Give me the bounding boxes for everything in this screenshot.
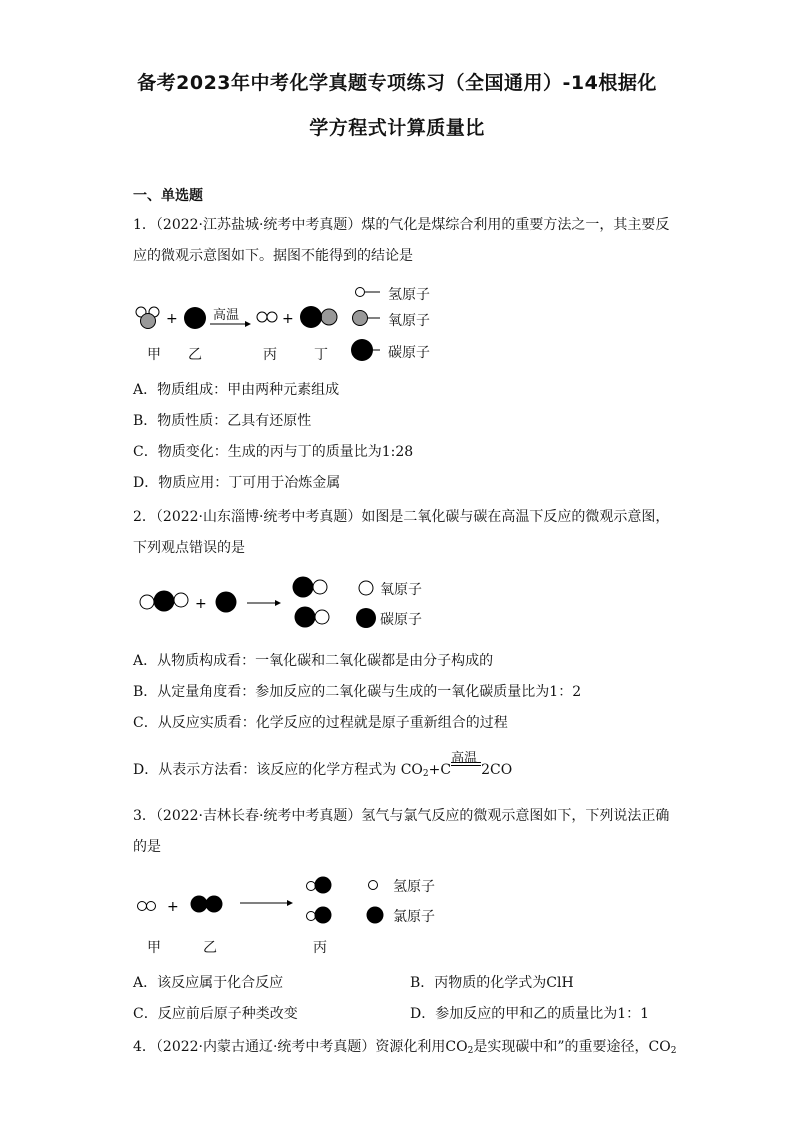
q1-label-jia: 甲 xyxy=(147,347,161,363)
q3-legend-chlorine: 氯原子 xyxy=(393,909,435,925)
q3-option-a[interactable]: A．该反应属于化合反应 xyxy=(133,975,284,991)
q2-option-b[interactable]: B．从定量角度看：参加反应的二氧化碳与生成的一氧化碳质量比为1：2 xyxy=(133,684,582,700)
q2-option-d-text: D．从表示方法看：该反应的化学方程式为 xyxy=(133,762,397,778)
q3-stem-line1: 3．（2022·吉林长春·统考中考真题）氢气与氯气反应的微观示意图如下，下列说法正确 xyxy=(133,808,670,824)
q3-legend xyxy=(367,881,384,924)
q1-option-b[interactable]: B．物质性质：乙具有还原性 xyxy=(133,413,312,429)
q1-molecule-bing xyxy=(257,312,277,322)
q2-stem-line1: 2．（2022·山东淄博·统考中考真题）如图是二氧化碳与碳在高温下反应的微观示意图， xyxy=(133,509,670,525)
q2-option-d[interactable] xyxy=(133,751,513,779)
q3-molecule-bing-1 xyxy=(307,877,332,894)
q1-molecule-ding xyxy=(300,306,337,328)
q2-plus: + xyxy=(195,596,207,612)
q1-legend xyxy=(351,288,380,362)
q4-stem-line1: 4．（2022·内蒙古通辽·统考中考真题）资源化利用$CO_2$是实现碳中和”的重要途径，$CO_2$ xyxy=(133,1039,677,1056)
q2-option-d-product: 2CO xyxy=(481,762,513,778)
q3-option-b[interactable]: B．丙物质的化学式为ClH xyxy=(410,975,574,991)
q3-molecule-bing-2 xyxy=(307,907,332,924)
q1-legend-carbon: 碳原子 xyxy=(388,345,430,361)
q2-molecule-co-1 xyxy=(293,577,328,598)
q3-option-d[interactable]: D．参加反应的甲和乙的质量比为1：1 xyxy=(410,1006,650,1022)
q2-option-d-equals: 高温 xyxy=(451,762,481,778)
q1-legend-hydrogen: 氢原子 xyxy=(388,287,430,303)
q2-molecule-co-2 xyxy=(295,607,330,628)
page-title-line1: 备考2023年中考化学真题专项练习（全国通用）-14根据化 xyxy=(137,72,657,94)
q1-stem-line2: 应的微观示意图如下。据图不能得到的结论是 xyxy=(133,248,413,264)
q2-option-a[interactable]: A．从物质构成看：一氧化碳和二氧化碳都是由分子构成的 xyxy=(133,653,494,669)
q1-molecule-yi xyxy=(184,307,206,329)
q1-option-c[interactable]: C．物质变化：生成的丙与丁的质量比为1:28 xyxy=(133,444,414,460)
q2-legend xyxy=(356,581,376,628)
page-title-line2: 学方程式计算质量比 xyxy=(309,117,485,139)
q3-label-yi: 乙 xyxy=(203,940,217,956)
q3-option-c[interactable]: C．反应前后原子种类改变 xyxy=(133,1006,298,1022)
q2-legend-oxygen: 氧原子 xyxy=(380,582,422,598)
q1-option-a[interactable]: A．物质组成：甲由两种元素组成 xyxy=(133,382,340,398)
q3-legend-hydrogen: 氢原子 xyxy=(393,879,435,895)
q3-label-jia: 甲 xyxy=(147,940,161,956)
q3-stem-line2: 的是 xyxy=(133,839,161,855)
q1-label-ding: 丁 xyxy=(314,347,328,363)
q2-stem-line2: 下列观点错误的是 xyxy=(133,540,245,556)
q2-option-d-formula: $CO_2+C$ xyxy=(400,762,452,779)
q1-label-yi: 乙 xyxy=(188,347,202,363)
q2-molecule-c xyxy=(216,592,237,613)
q1-legend-oxygen: 氧原子 xyxy=(388,313,430,329)
q1-label-bing: 丙 xyxy=(263,347,277,363)
q2-molecule-co2 xyxy=(140,591,188,612)
q1-plus-1: + xyxy=(166,311,178,327)
q1-condition: 高温 xyxy=(213,308,240,323)
q1-stem-line1: 1．（2022·江苏盐城·统考中考真题）煤的气化是煤综合利用的重要方法之一，其主要反 xyxy=(133,217,670,233)
q3-label-bing: 丙 xyxy=(313,940,327,956)
q3-molecule-yi xyxy=(191,896,223,913)
q1-molecule-jia xyxy=(136,307,159,329)
q2-legend-carbon: 碳原子 xyxy=(380,612,422,628)
q1-plus-2: + xyxy=(282,311,294,327)
q3-plus: + xyxy=(167,899,179,915)
q1-option-d[interactable]: D．物质应用：丁可用于冶炼金属 xyxy=(133,475,341,491)
section-heading: 一、单选题 xyxy=(133,188,203,204)
q2-option-c[interactable]: C．从反应实质看：化学反应的过程就是原子重新组合的过程 xyxy=(133,715,508,731)
q3-molecule-jia xyxy=(138,902,156,911)
